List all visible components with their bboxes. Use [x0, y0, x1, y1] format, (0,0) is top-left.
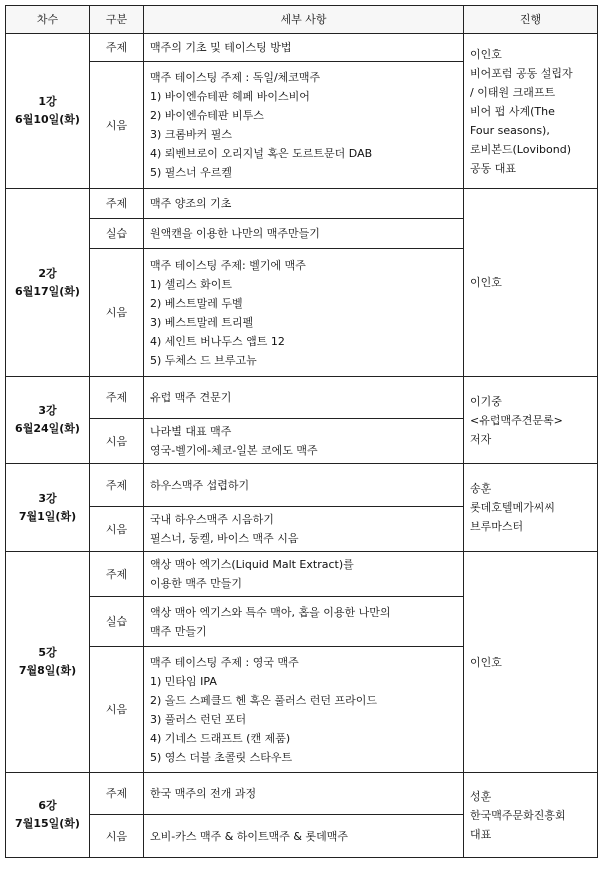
session-title: 1강 [38, 95, 57, 108]
category-cell: 주제 [90, 377, 144, 419]
detail-line: 이용한 맥주 만들기 [150, 577, 243, 590]
detail-line: 한국 맥주의 전개 과정 [150, 787, 257, 800]
session-cell [6, 34, 90, 189]
category-cell: 시음 [90, 62, 144, 189]
detail-line: 맥주 테이스팅 주제: 벨기에 맥주 [150, 258, 306, 272]
instructor-cell [464, 552, 598, 773]
session-cell [6, 552, 90, 773]
category-cell: 실습 [90, 597, 144, 647]
instructor-line: 이인호 [470, 276, 502, 289]
instructor-line: 공동 대표 [470, 161, 517, 175]
table-row [6, 464, 598, 507]
category-cell: 주제 [90, 464, 144, 507]
category-cell: 주제 [90, 189, 144, 219]
table-row [6, 552, 598, 597]
instructor-line: 송훈 [470, 482, 492, 495]
detail-line: 맥주의 기초 및 테이스팅 방법 [150, 41, 292, 54]
detail-cell [144, 773, 464, 815]
session-title: 5강 [38, 646, 57, 659]
detail-line: 3) 베스트말레 트리펠 [150, 315, 254, 329]
detail-line: 5) 필스너 우르켈 [150, 166, 233, 179]
header-row [6, 6, 598, 34]
table-row [6, 189, 598, 219]
instructor-line: 비어 펍 사계(The [470, 104, 555, 118]
instructor-cell [464, 464, 598, 552]
detail-cell [144, 597, 464, 647]
detail-cell [144, 647, 464, 773]
detail-line: 액상 맥아 엑기스(Liquid Malt Extract)를 [150, 558, 354, 571]
instructor-line: 저자 [470, 432, 492, 446]
instructor-cell [464, 773, 598, 858]
detail-line: 1) 셀리스 화이트 [150, 277, 233, 291]
instructor-cell [464, 377, 598, 464]
detail-cell [144, 34, 464, 62]
schedule-table [5, 5, 598, 858]
detail-line: 국내 하우스맥주 시음하기 [150, 513, 274, 526]
detail-cell [144, 815, 464, 858]
session-cell [6, 773, 90, 858]
session-date: 7월15일(화) [15, 817, 80, 830]
detail-cell [144, 507, 464, 552]
category-cell: 주제 [90, 34, 144, 62]
detail-line: 5) 영스 더블 초콜릿 스타우트 [150, 750, 293, 764]
instructor-line: 롯데호텔메가씨씨 [470, 501, 556, 514]
instructor-cell [464, 189, 598, 377]
detail-line: 1) 바이엔슈테판 헤페 바이스비어 [150, 90, 310, 103]
session-date: 7월8일(화) [18, 664, 77, 677]
session-date: 7월1일(화) [18, 509, 77, 523]
instructor-line: / 이태원 크래프트 [470, 85, 556, 99]
detail-line: 4) 기네스 드래프트 (캔 제품) [150, 731, 291, 745]
detail-line: 4) 뢰벤브로이 오리지널 혹은 도르트문더 DAB [150, 147, 373, 160]
instructor-line: 비어포럼 공동 설립자 [470, 66, 573, 80]
detail-cell [144, 219, 464, 249]
detail-line: 유럽 맥주 견문기 [150, 391, 232, 404]
instructor-line: 성훈 [470, 789, 492, 803]
detail-line: 맥주 만들기 [150, 624, 207, 638]
detail-line: 영국-벨기에-체코-일본 코에도 맥주 [150, 444, 318, 457]
detail-cell [144, 189, 464, 219]
table-row [6, 34, 598, 62]
instructor-line: 한국맥주문화진흥회 [470, 808, 566, 822]
category-cell: 시음 [90, 647, 144, 773]
detail-cell [144, 419, 464, 464]
category-cell: 시음 [90, 249, 144, 377]
detail-line: 3) 크롬바커 필스 [150, 128, 233, 141]
detail-line: 맥주 테이스팅 주제 : 독일/체코맥주 [150, 71, 321, 84]
detail-line: 2) 올드 스페클드 헨 혹은 풀러스 런던 프라이드 [150, 693, 378, 707]
detail-line: 5) 두체스 드 브루고뉴 [150, 353, 257, 367]
category-cell: 주제 [90, 552, 144, 597]
header-category: 구분 [90, 6, 144, 34]
detail-line: 액상 맥아 엑기스와 특수 맥아, 홉을 이용한 나만의 [150, 605, 391, 619]
detail-line: 2) 바이엔슈테판 비투스 [150, 109, 264, 122]
detail-cell [144, 552, 464, 597]
session-date: 6월17일(화) [15, 284, 80, 298]
instructor-line: 로비본드(Lovibond) [470, 142, 571, 156]
session-title: 6강 [38, 799, 57, 812]
session-title: 3강 [38, 491, 57, 505]
detail-line: 1) 민타임 IPA [150, 674, 217, 688]
session-cell [6, 377, 90, 464]
session-title: 3강 [38, 404, 57, 417]
category-cell: 주제 [90, 773, 144, 815]
table-row [6, 773, 598, 815]
instructor-line: 대표 [470, 827, 492, 841]
category-cell: 시음 [90, 419, 144, 464]
detail-line: 필스너, 둥켈, 바이스 맥주 시음 [150, 532, 299, 545]
detail-line: 2) 베스트말레 두벨 [150, 296, 243, 310]
table-row [6, 377, 598, 419]
instructor-line: Four seasons), [470, 123, 550, 137]
instructor-line: 브루마스터 [470, 520, 524, 533]
detail-line: 4) 세인트 버나두스 앱트 12 [150, 334, 285, 348]
session-title: 2강 [38, 266, 57, 280]
instructor-line: 이기중 [470, 394, 502, 408]
header-session: 차수 [6, 6, 90, 34]
header-instructor: 진행 [464, 6, 598, 34]
detail-line: 나라별 대표 맥주 [150, 425, 232, 438]
header-details: 세부 사항 [144, 6, 464, 34]
session-cell [6, 189, 90, 377]
instructor-line: 이인호 [470, 47, 502, 61]
detail-cell [144, 464, 464, 507]
detail-cell [144, 62, 464, 189]
detail-line: 맥주 양조의 기초 [150, 197, 232, 210]
detail-line: 맥주 테이스팅 주제 : 영국 맥주 [150, 655, 299, 669]
detail-line: 원액캔을 이용한 나만의 맥주만들기 [150, 227, 320, 240]
detail-cell [144, 377, 464, 419]
category-cell: 실습 [90, 219, 144, 249]
detail-line: 하우스맥주 섭렵하기 [150, 478, 250, 492]
category-cell: 시음 [90, 815, 144, 858]
instructor-line: 이인호 [470, 655, 502, 669]
instructor-cell [464, 34, 598, 189]
session-cell [6, 464, 90, 552]
detail-line: 3) 풀러스 런던 포터 [150, 712, 247, 726]
detail-cell [144, 249, 464, 377]
category-cell: 시음 [90, 507, 144, 552]
session-date: 6월10일(화) [15, 113, 80, 126]
instructor-line: <유럽맥주견문록> [470, 413, 563, 427]
session-date: 6월24일(화) [15, 422, 80, 435]
detail-line: 오비-카스 맥주 & 하이트맥주 & 롯데맥주 [150, 829, 348, 843]
